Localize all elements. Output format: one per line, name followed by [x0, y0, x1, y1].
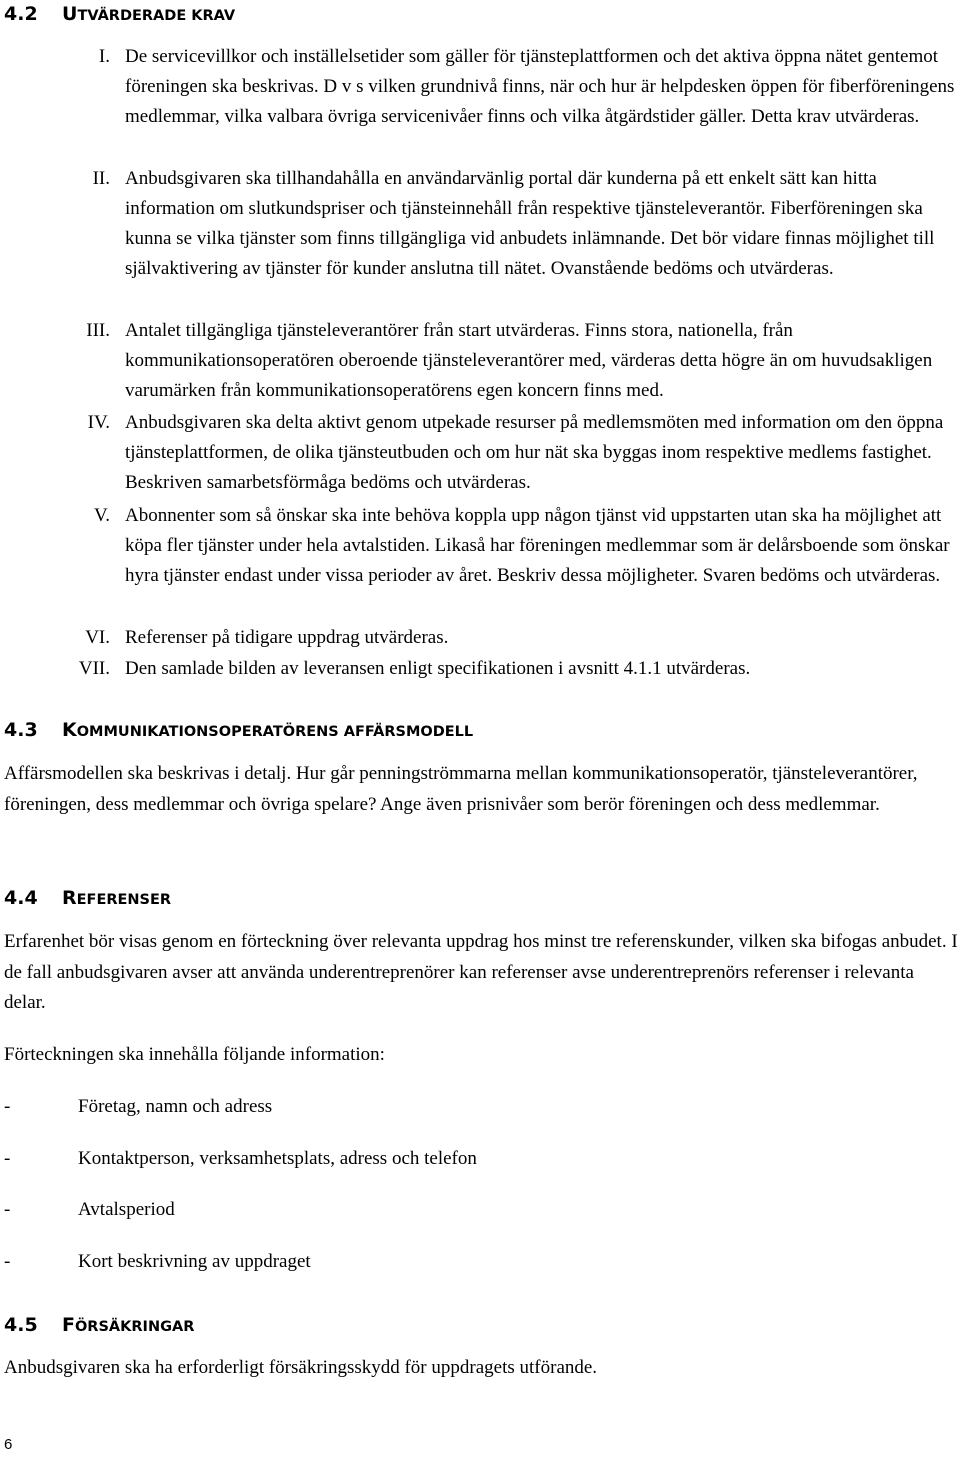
heading-number: 4.2 [4, 3, 38, 25]
dash-marker: - [4, 1251, 11, 1272]
roman-numeral: IV. [87, 412, 110, 433]
heading-4-5 [4, 1313, 194, 1339]
roman-numeral: VI. [85, 627, 110, 648]
heading-number: 4.3 [4, 719, 38, 741]
heading-title-rest: OMMUNIKATIONSOPERATÖRENS AFFÄRSMODELL [76, 724, 474, 740]
heading-4-2 [4, 2, 235, 28]
page-number: 6 [4, 1436, 13, 1453]
roman-numeral: II. [92, 168, 110, 189]
heading-title-rest: TVÄRDERADE KRAV [77, 8, 236, 24]
list-item [4, 1092, 272, 1122]
list-item-text: Kontaktperson, verksamhetsplats, adress och telefon [78, 1148, 477, 1169]
business-model-paragraph: Affärsmodellen ska beskrivas i detalj. Hur går penningströmmarna mellan kommunikationsoperatör, tjänsteleverantörer, föreningen, dess medlemmar och övriga spelare? Ange även prisnivåer som berör föreningen och dess medlemmar. [4, 763, 918, 815]
requirement-text: De servicevillkor och inställelsetider som gäller för tjänsteplattformen och det aktiva öppna nätet gentemot föreningen ska beskrivas. D v s vilken grundnivå finns, när och hur är helpdesken öppen för fiberföreningens medlemmar, vilka valbara övriga servicenivåer finns och vilka åtgärdstider gäller. Detta krav utvärderas. [125, 46, 955, 127]
requirement-text: Antalet tillgängliga tjänsteleverantörer från start utvärderas. Finns stora, nationella, från kommunikationsoperatören oberoende tjänsteleverantörer med, värderas detta högre än om huvudsakligen varumärken från kommunikationsoperatörens egen koncern finns med. [125, 320, 933, 401]
requirement-text: Anbudsgivaren ska tillhandahålla en användarvänlig portal där kunderna på ett enkelt sätt kan hitta information om slutkundspriser och tjänsteinnehåll från respektive tjänsteleverantör. Fiberföreningen ska kunna se vilka tjänster som finns tillgängliga vid anbudets inlämnande. Det bör vidare finnas möjlighet till självaktivering av tjänster för kunder anslutna till nätet. Ovanstående bedöms och utvärderas. [125, 168, 935, 279]
requirement-text: Anbudsgivaren ska delta aktivt genom utpekade resurser på medlemsmöten med information om den öppna tjänsteplattformen, de olika tjänsteutbuden och om hur nät ska byggas inom respektive medlems fastighet. Beskriven samarbetsförmåga bedöms och utvärderas. [125, 412, 944, 493]
heading-number: 4.5 [4, 1314, 38, 1336]
roman-numeral: VII. [78, 658, 110, 679]
list-item-text: Kort beskrivning av uppdraget [78, 1251, 311, 1272]
heading-title-initial: K [62, 719, 77, 741]
requirement-text: Abonnenter som så önskar ska inte behöva koppla upp någon tjänst vid uppstarten utan ska ha möjlighet att köpa fler tjänster under hela avtalstiden. Likaså har föreningen medlemmar som är delårsboende som önskar hyra tjänster endast under vissa perioder av året. Beskriv dessa möjligheter. Svaren bedöms och utvärderas. [125, 505, 950, 586]
list-item [4, 1247, 311, 1277]
requirement-text: Den samlade bilden av leveransen enligt specifikationen i avsnitt 4.1.1 utvärderas. [125, 658, 751, 679]
list-intro: Förteckningen ska innehålla följande information: [4, 1044, 385, 1065]
references-paragraph: Erfarenhet bör visas genom en förteckning över relevanta uppdrag hos minst tre referenskunder, vilken ska bifogas anbudet. I de fall anbudsgivaren avser att använda underentreprenörer kan referenser avse underentreprenörs referenser i relevanta delar. [4, 931, 958, 1013]
dash-marker: - [4, 1148, 11, 1169]
requirement-text: Referenser på tidigare uppdrag utvärderas. [125, 627, 449, 648]
list-item-text: Avtalsperiod [78, 1199, 175, 1220]
roman-numeral: III. [86, 320, 110, 341]
list-item [4, 1144, 477, 1174]
dash-marker: - [4, 1096, 11, 1117]
heading-4-3 [4, 718, 473, 744]
roman-numeral: V. [93, 505, 110, 526]
heading-title-initial: R [62, 887, 77, 909]
dash-marker: - [4, 1199, 11, 1220]
heading-4-4 [4, 886, 171, 912]
heading-title-initial: F [62, 1314, 75, 1336]
insurance-paragraph: Anbudsgivaren ska ha erforderligt försäkringsskydd för uppdragets utförande. [4, 1357, 598, 1378]
heading-title-rest: ÖRSÄKRINGAR [74, 1319, 195, 1335]
heading-number: 4.4 [4, 887, 38, 909]
heading-title-initial: U [62, 3, 78, 25]
heading-title-rest: EFERENSER [76, 892, 172, 908]
list-item [4, 1195, 175, 1225]
roman-numeral: I. [98, 46, 110, 67]
list-item-text: Företag, namn och adress [78, 1096, 273, 1117]
